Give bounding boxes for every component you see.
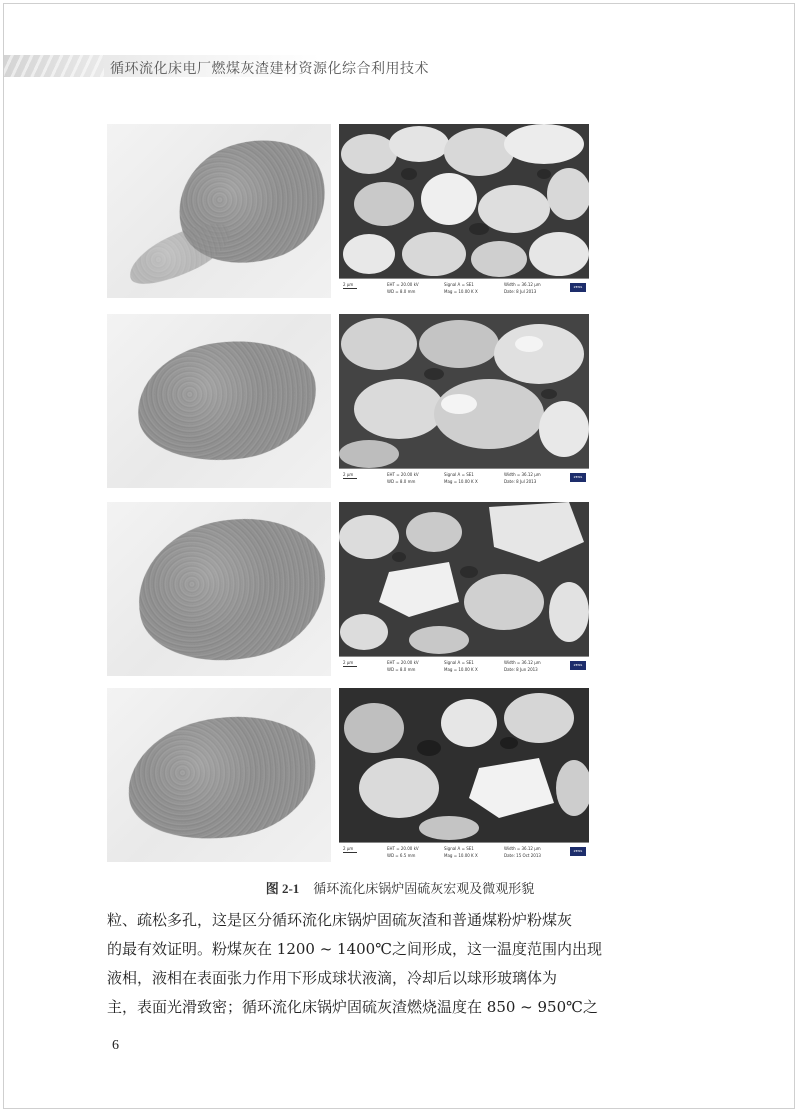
signal-label: Signal A = SE1 [444, 472, 474, 477]
date-label: Date: 8 Jul 2013 [504, 289, 537, 294]
mag-label: Mag = 10.00 K X [444, 479, 478, 484]
eht-label: EHT = 20.00 kV [387, 472, 419, 477]
eht-label: EHT = 20.00 kV [387, 846, 419, 851]
figure-row-1 [107, 124, 589, 298]
figure-caption-text: 循环流化床锅炉固硫灰宏观及微观形貌 [313, 882, 535, 897]
sem-image [339, 314, 589, 468]
eht-label: EHT = 20.00 kV [387, 282, 419, 287]
zeiss-logo: ZEISS [570, 847, 586, 856]
macro-photo-1 [107, 124, 331, 298]
powder-pile [130, 330, 325, 472]
sem-micrograph-4 [339, 688, 589, 862]
sem-info-bar [339, 278, 589, 298]
scale-bar [343, 478, 357, 479]
sem-info-bar [339, 468, 589, 488]
scale-label: 2 μm [343, 846, 354, 851]
wd-label: WD = 8.0 mm [387, 289, 416, 294]
header-decoration [4, 55, 104, 77]
macro-photo-2 [107, 314, 331, 488]
scale-label: 2 μm [343, 282, 354, 287]
wd-label: WD = 8.0 mm [387, 479, 416, 484]
scale-label: 2 μm [343, 660, 354, 665]
wd-label: WD = 6.5 mm [387, 853, 416, 858]
page-number: 6 [112, 1038, 119, 1053]
body-line: 粒、疏松多孔，这是区分循环流化床锅炉固硫灰渣和普通煤粉炉粉煤灰 [107, 911, 573, 929]
width-label: Width = 36.12 μm [504, 846, 541, 851]
sem-micrograph-2 [339, 314, 589, 488]
signal-label: Signal A = SE1 [444, 282, 474, 287]
signal-label: Signal A = SE1 [444, 660, 474, 665]
body-line: 液相，液相在表面张力作用下形成球状液滴，冷却后以球形玻璃体为 [107, 969, 558, 987]
date-label: Date: 8 Jul 2013 [504, 479, 537, 484]
figure-row-4 [107, 688, 589, 862]
signal-label: Signal A = SE1 [444, 846, 474, 851]
figure-caption [0, 878, 800, 897]
sem-info-bar [339, 656, 589, 676]
sem-image [339, 502, 589, 656]
body-line: 主，表面光滑致密；循环流化床锅炉固硫灰渣燃烧温度在 850 ~ 950℃之 [107, 998, 598, 1016]
eht-label: EHT = 20.00 kV [387, 660, 419, 665]
zeiss-logo: ZEISS [570, 473, 586, 482]
running-title: 循环流化床电厂燃煤灰渣建材资源化综合利用技术 [110, 61, 429, 77]
sem-info-bar [339, 842, 589, 862]
date-label: Date: 8 Jun 2013 [504, 667, 538, 672]
sem-image [339, 688, 589, 842]
scale-label: 2 μm [343, 472, 354, 477]
macro-photo-4 [107, 688, 331, 862]
sem-micrograph-1 [339, 124, 589, 298]
sem-micrograph-3 [339, 502, 589, 676]
sem-image [339, 124, 589, 278]
figure-number: 图 2-1 [265, 881, 300, 896]
powder-pile [118, 702, 326, 853]
zeiss-logo: ZEISS [570, 283, 586, 292]
body-line: 的最有效证明。粉煤灰在 1200 ~ 1400℃之间形成，这一温度范围内出现 [107, 940, 603, 958]
scale-bar [343, 288, 357, 289]
mag-label: Mag = 10.00 K X [444, 289, 478, 294]
zeiss-logo: ZEISS [570, 661, 586, 670]
figure-row-3 [107, 502, 589, 676]
scale-bar [343, 852, 357, 853]
body-paragraph [107, 906, 603, 1022]
mag-label: Mag = 10.00 K X [444, 853, 478, 858]
figure-row-2 [107, 314, 589, 488]
width-label: Width = 36.12 μm [504, 660, 541, 665]
macro-photo-3 [107, 502, 331, 676]
date-label: Date: 15 Oct 2013 [504, 853, 541, 858]
width-label: Width = 36.12 μm [504, 472, 541, 477]
scale-bar [343, 666, 357, 667]
mag-label: Mag = 10.00 K X [444, 667, 478, 672]
powder-pile [125, 502, 331, 676]
width-label: Width = 36.12 μm [504, 282, 541, 287]
wd-label: WD = 8.0 mm [387, 667, 416, 672]
